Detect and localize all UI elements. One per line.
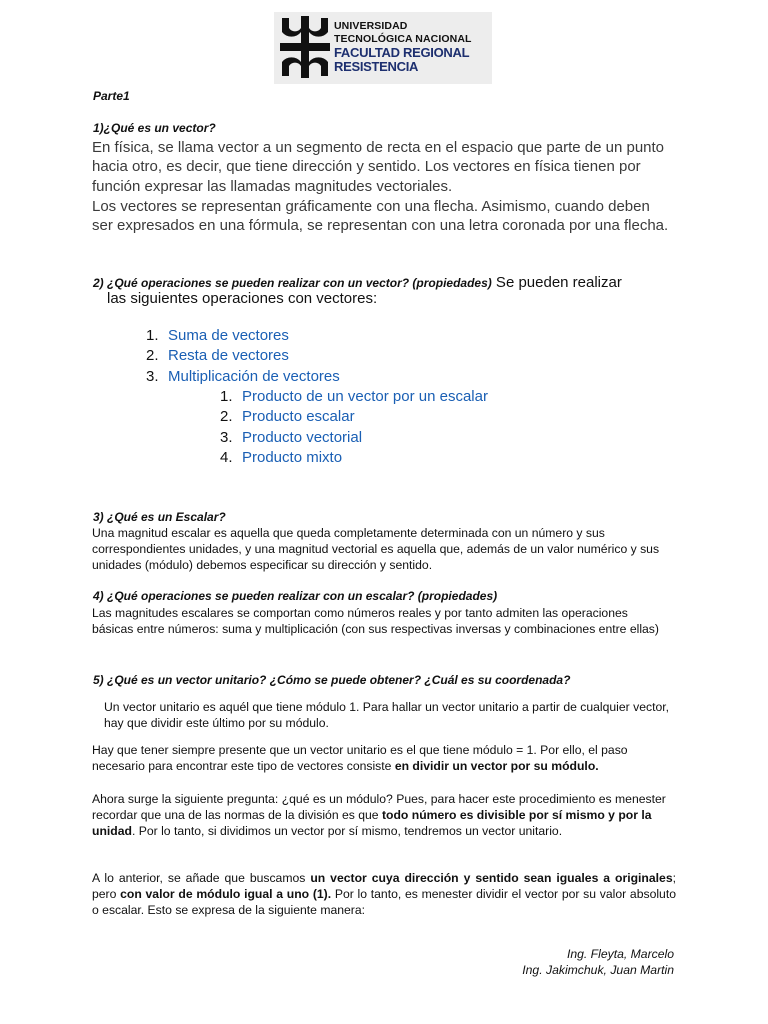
q5-paragraph-1: Un vector unitario es aquél que tiene módulo 1. Para hallar un vector unitario a partir de cualquier vector, hay que dividir este último por su módulo. (104, 700, 670, 731)
q5-paragraph-2: Hay que tener siempre presente que un vector unitario es el que tiene módulo = 1. Por ello, el paso necesario para encontrar este tipo de vectores consiste en dividir un vector por su módulo. (92, 743, 628, 774)
q1-heading: 1)¿Qué es un vector? (93, 121, 216, 135)
list-item: 4. Producto mixto (220, 448, 343, 466)
q4-body: Las magnitudes escalares se comportan como números reales y por tanto admiten las operaciones básicas entre números: suma y multiplicación (con sus respectivas inversas y combinaciones entre ellas) (92, 606, 659, 637)
list-item: 3. Producto vectorial (220, 428, 363, 446)
q5-paragraph-3: Ahora surge la siguiente pregunta: ¿qué es un módulo? Pues, para hacer este procedimiento es menester recordar que una de las normas de la división es que todo número es divisible por sí mismo y por la unidad. Por lo tanto, si dividimos un vector por sí mismo, tendremos un vector unitario. (92, 792, 666, 839)
logo-line-3: FACULTAD REGIONAL (334, 45, 470, 60)
list-item: 3. Multiplicación de vectores (146, 367, 340, 385)
logo-line-4: RESISTENCIA (334, 59, 419, 74)
subop-cross-product[interactable]: Producto vectorial (242, 428, 363, 446)
list-item: 2. Resta de vectores (146, 347, 289, 365)
q2-intro-a: Se pueden realizar (491, 274, 622, 291)
q4-heading: 4) ¿Qué operaciones se pueden realizar con un escalar? (propiedades) (93, 589, 498, 603)
part-title: Parte1 (93, 89, 130, 103)
logo-line-1: UNIVERSIDAD (334, 20, 408, 32)
op-subtract[interactable]: Resta de vectores (168, 347, 289, 365)
q1-paragraph-1: En física, se llama vector a un segmento de recta en el espacio que parte de un punto hacia otro, es decir, que tiene dirección y sentido. Los vectores en física tienen por función expresar las llamadas magnitudes vectoriales. (92, 139, 665, 195)
signature-line-2: Ing. Jakimchuk, Juan Martin (522, 963, 674, 977)
signature-line-1: Ing. Fleyta, Marcelo (566, 947, 674, 961)
university-logo (274, 12, 492, 84)
q2-heading: 2) ¿Qué operaciones se pueden realizar con un vector? (propiedades) (93, 276, 492, 290)
subop-dot-product[interactable]: Producto escalar (242, 408, 355, 426)
vector-multiplication-sublist (220, 387, 488, 468)
list-item: 2. Producto escalar (220, 408, 355, 426)
op-multiply[interactable]: Multiplicación de vectores (168, 367, 340, 385)
subop-scalar-multiplication[interactable]: Producto de un vector por un escalar (242, 388, 488, 405)
q3-body: Una magnitud escalar es aquella que queda completamente determinada con un número y sus correspondientes unidades, y una magnitud vectorial es aquella que, además de un valor numérico y sus unidades (módulo) debemos especificar su dirección y sentido. (92, 526, 660, 573)
utn-emblem-icon (280, 16, 330, 78)
vector-operations-list (146, 326, 340, 387)
q5-heading: 5) ¿Qué es un vector unitario? ¿Cómo se puede obtener? ¿Cuál es su coordenada? (93, 673, 571, 687)
q3-heading: 3) ¿Qué es un Escalar? (93, 510, 226, 524)
list-item: 1. Suma de vectores (146, 327, 289, 344)
op-sum[interactable]: Suma de vectores (168, 327, 289, 344)
q1-paragraph-2: Los vectores se representan gráficamente con una flecha. Asimismo, cuando deben ser expresados en una fórmula, se representan con una letra coronada por una flecha. (92, 198, 669, 235)
logo-line-2: TECNOLÓGICA NACIONAL (334, 32, 472, 45)
q5-paragraph-4: A lo anterior, se añade que buscamos un vector cuya dirección y sentido sean iguales a originales; pero con valor de módulo igual a uno (1). Por lo tanto, es menester dividir el vector por su valor absoluto o escalar. Esto se expresa de la siguiente manera: (92, 871, 676, 918)
subop-mixed-product[interactable]: Producto mixto (242, 448, 343, 466)
q2-intro-b: las siguientes operaciones con vectores: (107, 290, 378, 307)
list-item: 1. Producto de un vector por un escalar (220, 388, 488, 405)
